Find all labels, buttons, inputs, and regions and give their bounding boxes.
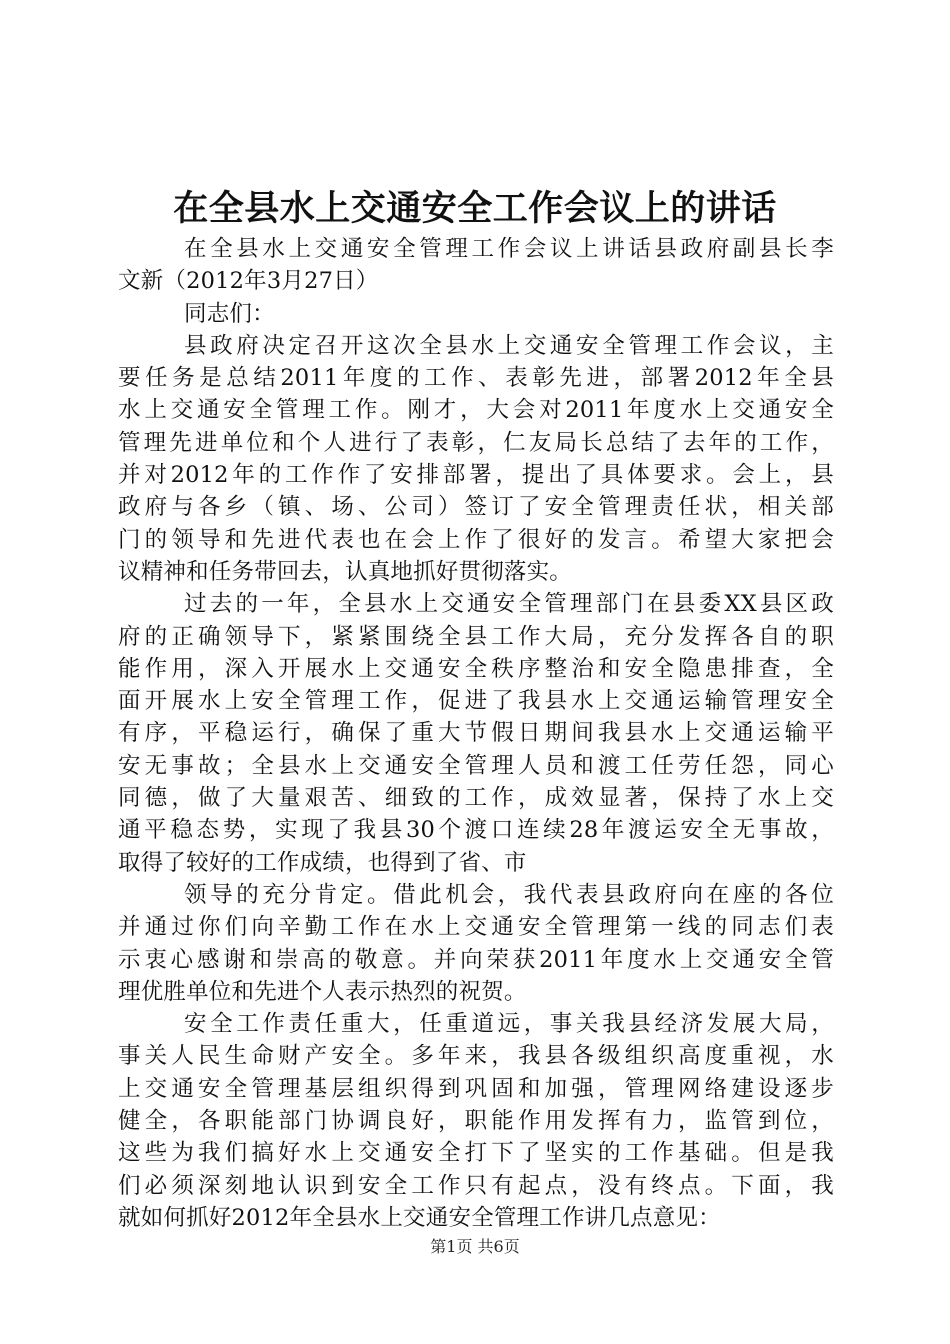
paragraph-line: 门的领导和先进代表也在会上作了很好的发言。希望大家把会: [118, 526, 834, 553]
paragraph-line: 在全县水上交通安全管理工作会议上讲话县政府副县长李: [184, 236, 834, 262]
paragraph-line: 水上交通安全管理工作。刚才，大会对2011年度水上交通安全: [118, 397, 834, 424]
paragraph-line: 事关人民生命财产安全。多年来，我县各级组织高度重视，水: [118, 1043, 834, 1070]
paragraph-line: 上交通安全管理基层组织得到巩固和加强，管理网络建设逐步: [118, 1075, 834, 1102]
paragraph-line: 政府与各乡（镇、场、公司）签订了安全管理责任状，相关部: [118, 494, 834, 521]
paragraph-line: 府的正确领导下，紧紧围绕全县工作大局，充分发挥各自的职: [118, 623, 834, 650]
paragraph-line: 面开展水上安全管理工作，促进了我县水上交通运输管理安全: [118, 688, 834, 715]
paragraph-line: 文新（2012年3月27日）: [118, 268, 379, 295]
paragraph-line: 这些为我们搞好水上交通安全打下了坚实的工作基础。但是我: [118, 1140, 834, 1167]
paragraph-line: 并通过你们向辛勤工作在水上交通安全管理第一线的同志们表: [118, 914, 834, 941]
paragraph-line: 示衷心感谢和崇高的敬意。并向荣获2011年度水上交通安全管: [118, 946, 834, 973]
paragraph-line: 同德，做了大量艰苦、细致的工作，成效显著，保持了水上交: [118, 785, 834, 812]
paragraph-line: 有序，平稳运行，确保了重大节假日期间我县水上交通运输平: [118, 720, 834, 747]
paragraph-line: 理优胜单位和先进个人表示热烈的祝贺。: [118, 978, 527, 1005]
paragraph-line: 健全，各职能部门协调良好，职能作用发挥有力，监管到位，: [118, 1108, 834, 1135]
document-title: 在全县水上交通安全工作会议上的讲话: [173, 188, 777, 229]
paragraph-line: 县政府决定召开这次全县水上交通安全管理工作会议，主: [184, 332, 834, 359]
paragraph-line: 们必须深刻地认识到安全工作只有起点，没有终点。下面，我: [118, 1172, 834, 1199]
document-body: [118, 233, 834, 1234]
salutation: 同志们：: [184, 300, 275, 327]
paragraph-line: 能作用，深入开展水上交通安全秩序整治和安全隐患排查，全: [118, 655, 834, 682]
paragraph-line: 就如何抓好2012年全县水上交通安全管理工作讲几点意见：: [118, 1204, 721, 1231]
page-number: 第1页 共6页: [430, 1237, 520, 1256]
paragraph-line: 安全工作责任重大，任重道远，事关我县经济发展大局，: [184, 1011, 834, 1038]
paragraph-line: 议精神和任务带回去，认真地抓好贯彻落实。: [118, 558, 573, 585]
paragraph-line: 过去的一年，全县水上交通安全管理部门在县委XX县区政: [184, 591, 834, 618]
paragraph-line: 并对2012年的工作作了安排部署，提出了具体要求。会上，县: [118, 462, 834, 489]
paragraph-line: 取得了较好的工作成绩，也得到了省、市: [118, 849, 527, 876]
paragraph-line: 领导的充分肯定。借此机会，我代表县政府向在座的各位: [184, 881, 834, 908]
paragraph-line: 通平稳态势，实现了我县30个渡口连续28年渡运安全无事故，: [118, 817, 834, 844]
paragraph-line: 管理先进单位和个人进行了表彰，仁友局长总结了去年的工作，: [118, 429, 834, 456]
paragraph-line: 安无事故；全县水上交通安全管理人员和渡工任劳任怨，同心: [118, 752, 834, 779]
paragraph-line: 要任务是总结2011年度的工作、表彰先进，部署2012年全县: [118, 365, 834, 392]
